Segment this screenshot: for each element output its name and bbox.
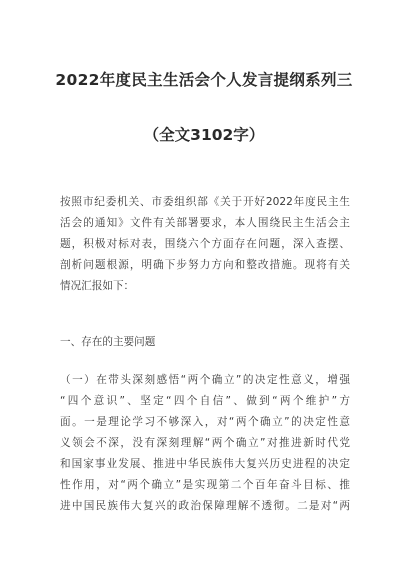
section-heading-text: 一、存在的主要问题 — [60, 336, 156, 348]
paragraph-line: 义领会不深，没有深刻理解“两个确立”对推进新时代党 — [60, 437, 350, 449]
paragraph-line: （一）在带头深刻感悟“两个确立”的决定性意义，增强 — [60, 374, 350, 386]
paragraph-line: 情况汇报如下： — [60, 280, 135, 292]
paragraph-line: “四个意识”、坚定“四个自信”、做到“两个维护”方 — [60, 395, 350, 407]
section-heading — [60, 332, 350, 353]
document-subtitle: （全文3102字） — [143, 126, 265, 144]
paragraph-line: 进中国民族伟大复兴的政治保障理解不透彻。二是对“两 — [60, 500, 350, 512]
paragraph-line: 活会的通知》文件有关部署要求，本人围绕民主生活会主 — [60, 217, 350, 229]
intro-paragraph — [60, 192, 350, 297]
paragraph-line: 和国家事业发展、推进中华民族伟大复兴历史进程的决定 — [60, 458, 350, 470]
paragraph-line: 性作用，对“两个确立”是实现第二个百年奋斗目标、推 — [60, 479, 350, 491]
problems-paragraph — [60, 370, 350, 517]
document-title: 2022年度民主生活会个人发言提纲系列三 — [55, 71, 353, 89]
paragraph-line: 剖析问题根源，明确下步努力方向和整改措施。现将有关 — [60, 259, 350, 271]
paragraph-line: 题，积极对标对表，围绕六个方面存在问题，深入查摆、 — [60, 238, 350, 250]
paragraph-line: 按照市纪委机关、市委组织部《关于开好2022年度民主生 — [60, 196, 350, 208]
paragraph-line: 面。一是理论学习不够深入，对“两个确立”的决定性意 — [60, 416, 350, 428]
